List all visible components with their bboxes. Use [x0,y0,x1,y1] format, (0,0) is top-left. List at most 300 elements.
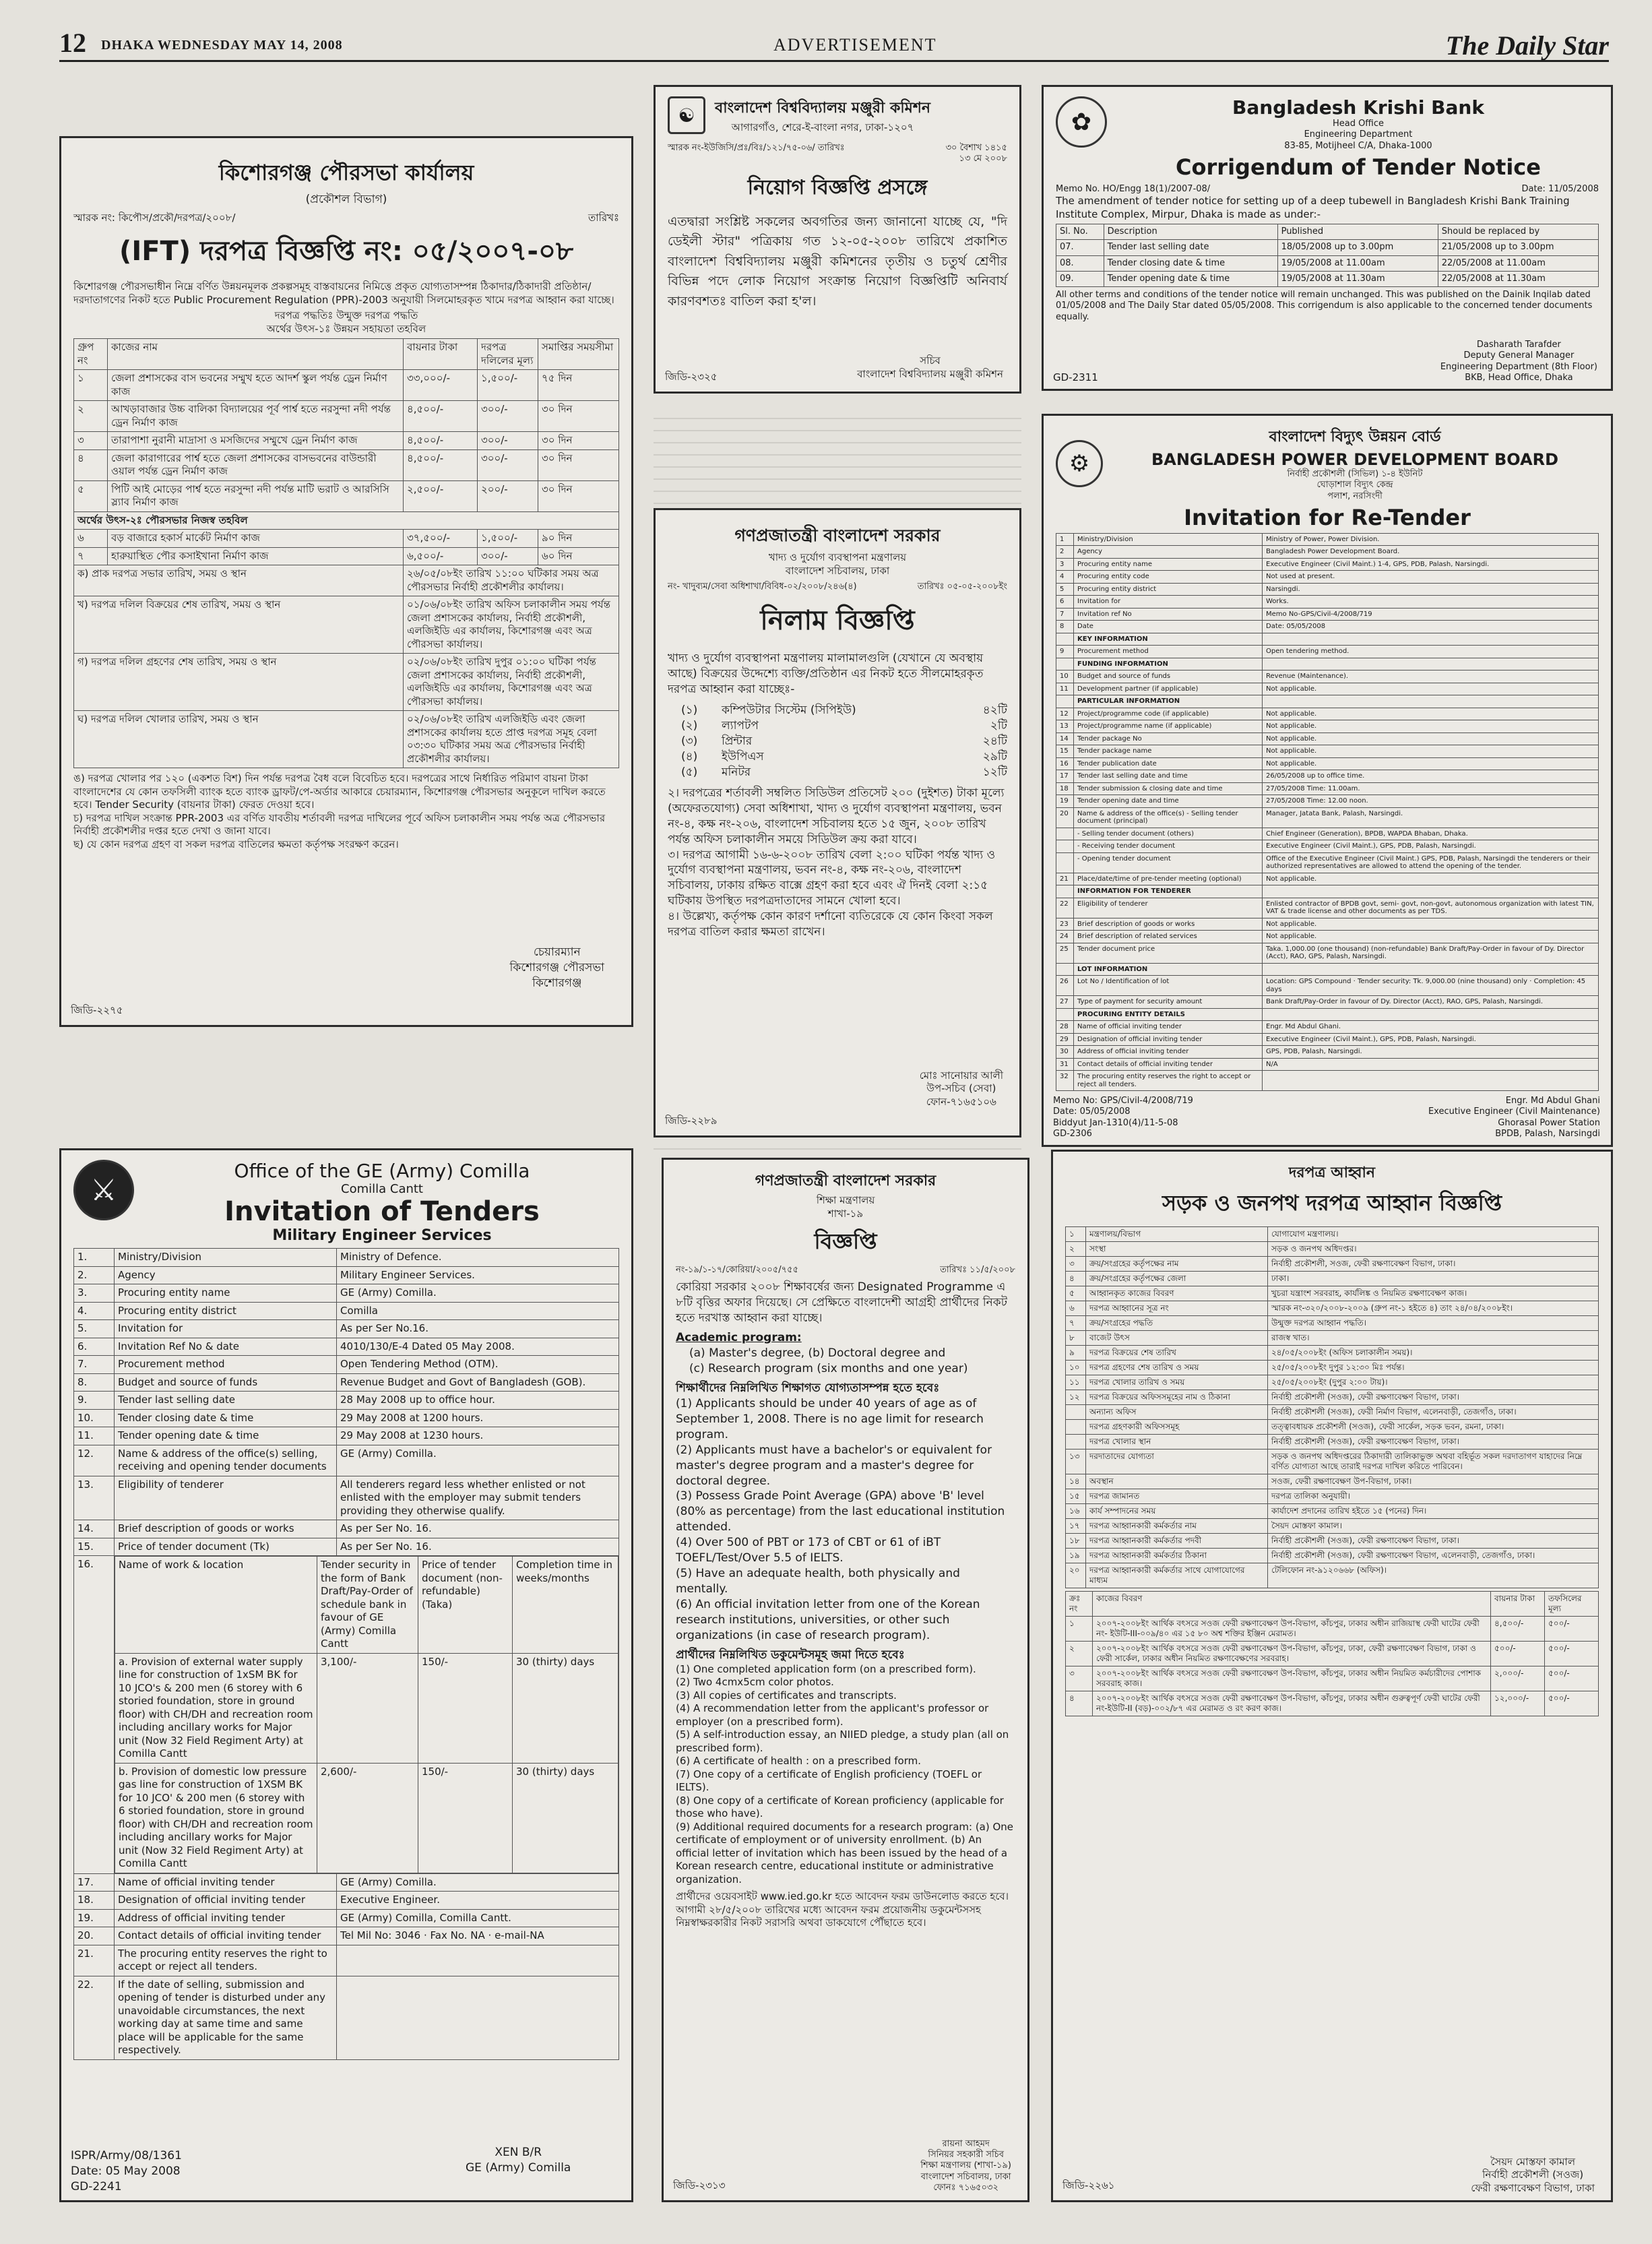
row-number: 2 [1056,546,1074,559]
column-header: Sl. No. [1056,224,1104,240]
table-cell: Address of official inviting tender [115,1909,337,1927]
row-value: Not used at present. [1263,571,1599,584]
list-item [681,718,1007,734]
schedule-label: ঘ) দরপত্র দলিল খোলার তারিখ, সময় ও স্থান [74,711,404,768]
row-value: GPS, PDB, Palash, Narsingdi. [1263,1046,1599,1059]
row-value: Date: 05/05/2008 [1263,621,1599,633]
table-cell: 9. [74,1392,115,1410]
ad-headline: সড়ক ও জনপথ দরপত্র আহ্বান বিজ্ঞপ্তি [1162,1190,1502,1216]
row-number: 9 [1056,646,1074,658]
ad-code: জিডি-২৩২৫ [665,371,718,383]
row-number: 6 [1056,596,1074,609]
ad-ministry: খাদ্য ও দুর্যোগ ব্যবস্থাপনা মন্ত্রণালয় [768,551,907,563]
row-value: Executive Engineer (Civil Maint.) 1-4, GPS, PDB, Palash, Narsingdi. [1263,558,1599,571]
row-value: Bangladesh Power Development Board. [1263,546,1599,559]
table-row [1056,533,1599,546]
section-row [1056,885,1599,898]
table-row [74,1302,619,1320]
note-item: ৩। দরপত্র আগামী ১৬-৬-২০০৮ তারিখ বেলা ২:০০ ঘটিকা পর্যন্ত খাদ্য ও দুর্যোগ ব্যবস্থাপনা মন্ত্রণালয়, ভবন নং-৪, কক্ষ নং-২০৬, বাংলাদেশ সচিবালয়, ঢাকায় রক্ষিত বাক্সে গ্রহণ করা হবে এবং ঐ দিনই বেলা ২:১৫ ঘটিকায় উপস্থিত দরপত্রদাতাদের সামনে খোলা হবে। [668,848,996,908]
column-header: Name of work & location [115,1557,317,1654]
memo-number: নং- খাদুব্যম/সেবা অধিশাখা/বিবিধ-০২/২০০৮/২৪৬(৪) [668,582,857,592]
table-cell: নির্বাহী প্রকৌশলী (সওজ), ফেরী রক্ষণাবেক্ষণ বিভাগ, এলেনবাড়ী, তেজগাঁও, ঢাকা। [1268,1549,1599,1563]
column-header: Should be replaced by [1438,224,1598,240]
signer-line: ফোনঃ ৭১৬৫০৩২ [933,2182,998,2193]
row-value: 27/05/2008 Time: 12.00 noon. [1263,795,1599,808]
row-number: 32 [1056,1071,1074,1091]
schedule-value: ০২/০৬/০৮ইং তারিখ এলজিইডি এবং জেলা প্রশাসকের কার্যালয় হতে প্রাপ্ত দরপত্র সমূহ বেলা ০৩:৩০ ঘটিকার সময় অত্র পৌরসভার নির্বাহী প্রকৌশলীর কার্যালয়। [404,711,619,768]
row-value: 27/05/2008 Time: 11.00am. [1263,782,1599,795]
table-cell [1066,1435,1086,1450]
memo-number: Memo No. HO/Engg 18(1)/2007-08/ [1056,183,1211,194]
ad-headline: Invitation for Re-Tender [1184,504,1471,530]
ad-top-title: দরপত্র আহ্বান [1288,1164,1376,1181]
row-number: 22 [1056,898,1074,918]
bank-logo-icon: ✿ [1056,96,1107,148]
table-cell: ৪ [74,449,108,480]
ad-subline-2: ঘোড়াশাল বিদ্যুৎ কেন্দ্র [1316,480,1393,491]
work-row [1066,1691,1599,1716]
table-cell: ১৪ [1066,1474,1086,1489]
table-cell: 30 (thirty) days [513,1653,618,1763]
row-label: Place/date/time of pre-tender meeting (optional) [1074,873,1263,885]
table-row [74,1976,619,2059]
table-cell: 11. [74,1427,115,1445]
table-cell: সৈয়দ মোস্তফা কামাল। [1268,1519,1599,1534]
table-cell: The procuring entity reserves the right to accept or reject all tenders. [115,1945,337,1976]
table-cell: Invitation for [115,1320,337,1338]
column-header: সমাপ্তির সময়সীমা [538,339,619,370]
table-cell: Revenue Budget and Govt of Bangladesh (GOB). [337,1373,619,1392]
table-cell: যোগাযোগ মন্ত্রণালয়। [1268,1227,1599,1242]
ad-title: Bangladesh Krishi Bank [1232,96,1484,119]
table-cell: নির্বাহী প্রকৌশলী (সওজ), ফেরী রক্ষণাবেক্ষণ বিভাগ, ঢাকা। [1268,1534,1599,1549]
row-value: Enlisted contractor of BPDB govt, semi- govt, non-govt, autonomous organization with latest TIN, VAT & trade license and other documents as per TDS. [1263,898,1599,918]
row-value [1263,1071,1599,1091]
column-header: ক্রঃ নং [1066,1592,1093,1617]
dateline: DHAKA WEDNESDAY MAY 14, 2008 [101,38,343,53]
table-row [1066,1474,1599,1489]
column-header: কাজের বিবরণ [1093,1592,1491,1617]
table-cell: Tender opening date & time [1104,271,1277,286]
table-row [1066,1549,1599,1563]
row-number [1056,658,1074,671]
table-cell: 20. [74,1927,115,1945]
table-row [74,1356,619,1374]
table-row [1066,1420,1599,1435]
table-cell: দরপত্র তালিকা অনুযায়ী। [1268,1489,1599,1504]
column-header: কাজের নাম [108,339,404,370]
tender-method: দরপত্র পদ্ধতিঃ উন্মুক্ত দরপত্র পদ্ধতি [274,309,418,322]
table-row [74,1538,619,1556]
row-value: Not applicable. [1263,683,1599,695]
ad-code: জিডি-২২৬১ [1062,2179,1115,2191]
row-value: Executive Engineer (Civil Maint.), GPS, PDB, Palash, Narsingdi. [1263,840,1599,853]
bpdb-logo-icon: ⚙ [1056,440,1103,487]
table-cell: দরপত্র বিক্রয়ের শেষ তারিখ [1086,1346,1268,1361]
row-label: Tender last selling date and time [1074,770,1263,783]
ad-subtitle: (প্রকৌশল বিভাগ) [305,193,387,206]
masthead: The Daily Star [1445,30,1609,61]
row-label: Project/programme code (if applicable) [1074,708,1263,720]
item-quantity: ২৪টি [982,734,1007,748]
row-value: Not applicable. [1263,757,1599,770]
table-cell: ৫০০/- [1491,1642,1545,1666]
ad-subtitle-2: Military Engineer Services [272,1227,492,1244]
table-row [74,1520,619,1538]
table-cell: ১,৫০০/- [478,370,538,401]
row-label: Name of official inviting tender [1074,1021,1263,1034]
row-value: Memo No-GPS/Civil-4/2008/719 [1263,608,1599,621]
table-row [74,449,619,480]
row-number: 13 [1056,720,1074,733]
row-number: 26 [1056,976,1074,996]
table-cell: জেলা প্রশাসকের বাস ভবনের সম্মুখ হতে আদর্শ স্কুল পর্যন্ত ড্রেন নির্মাণ কাজ [108,370,404,401]
row-number: 1 [1056,533,1074,546]
table-row [1056,1058,1599,1071]
row-value: Engr. Md Abdul Ghani. [1263,1021,1599,1034]
table-cell: ১০ [1066,1361,1086,1375]
table-cell: 7. [74,1356,115,1374]
table-cell: ক্রয়/সংগ্রহের পদ্ধতি [1086,1316,1268,1331]
row-number: 31 [1056,1058,1074,1071]
table-row [74,1427,619,1445]
row-label: Tender package name [1074,745,1263,758]
ad-headline: Invitation of Tenders [224,1196,540,1227]
row-value [1263,633,1599,646]
table-cell: 15. [74,1538,115,1556]
document-item: (9) Additional required documents for a research program: (a) One certificate of employment or of university enrollment. (b) An official letter of invitation which has been issued by the head of a Korean research centre, educational institute or administrative organization. [676,1820,1014,1885]
schedule-label: গ) দরপত্র দলিল গ্রহণের শেষ তারিখ, সময় ও স্থান [74,654,404,711]
row-number: 21 [1056,873,1074,885]
table-row [1066,1390,1599,1405]
table-cell: নির্বাহী প্রকৌশলী (সওজ), ফেরী নির্মাণ বিভাগ, এলেনবাড়ী, তেজগাঁও, ঢাকা। [1268,1405,1599,1420]
column-header: Completion time in weeks/months [513,1557,618,1654]
section-row [1056,658,1599,671]
table-cell: ৩০০/- [478,547,538,565]
column-header: বায়নার টাকা [404,339,478,370]
table-row [74,1392,619,1410]
signer-line: সিনিয়র সহকারী সচিব [928,2150,1004,2160]
row-number: 7 [1056,608,1074,621]
qualification-title: শিক্ষার্থীদের নিম্নলিখিত শিক্ষাগত যোগ্যতাসম্পন্ন হতে হবেঃ [676,1381,940,1395]
table-row [1056,782,1599,795]
work-row [1066,1642,1599,1666]
table-cell: ৭৫ দিন [538,370,619,401]
table-cell: 19/05/2008 at 11.00am [1277,255,1438,271]
ad-road [1051,1150,1613,2202]
table-cell: Tender closing date & time [1104,255,1277,271]
row-label: Brief description of related services [1074,931,1263,943]
row-value [1263,885,1599,898]
row-label: Budget and source of funds [1074,671,1263,683]
note-item: চ) দরপত্র দাখিল সংক্রান্ত PPR-2003 এর বর্ণিত যাবতীয় শর্তাবলী দরপত্র দাখিলের পূর্বে অফিস চলাকালীন সময় পর্যন্ত অত্র পৌরসভার নির্বাহী প্রকৌশলীর দপ্তর হতে দেখা ও জানা যাবে। [73,811,606,838]
document-item: (2) Two 4cmx5cm color photos. [676,1676,834,1689]
note-item: ২। দরপত্রের শর্তাবলী সম্বলিত সিডিউল প্রতিসেট ২০০ (দুইশত) টাকা মূল্যে (অফেরতযোগ্য) সেবা অধিশাখা, খাদ্য ও দুর্যোগ ব্যবস্থাপনা মন্ত্রণালয়, ভবন নং-৪, কক্ষ নং-২০৬, বাংলাদেশ সচিবালয় হতে ১৫ জুন, ২০০৮ তারিখ পর্যন্ত অফিস চলাকালীন সময়ে সিডিউল ক্রয় করা যাবে। [668,786,1005,846]
table-cell: নির্বাহী প্রকৌশলী (সওজ), ফেরী রক্ষণাবেক্ষণ বিভাগ, ঢাকা। [1268,1435,1599,1450]
row-value: Location: GPS Compound · Tender security: Tk. 9,000.00 (nine thousand) only · Completion: 45 days [1263,976,1599,996]
ad-headline: Corrigendum of Tender Notice [1176,154,1541,180]
row-label: PARTICULAR INFORMATION [1074,695,1263,708]
row-label: Project/programme name (if applicable) [1074,720,1263,733]
table-cell: 19. [74,1909,115,1927]
ad-title-bn: বাংলাদেশ বিদ্যুৎ উন্নয়ন বোর্ড [1269,429,1441,445]
table-cell: ৩০ দিন [538,449,619,480]
row-label: Lot No / Identification of lot [1074,976,1263,996]
table-row [1066,1257,1599,1272]
ad-note: All other terms and conditions of the tender notice will remain unchanged. This was published on the Dainik Inqilab dated 01/05/2008 and The Daily Star dated 05/05/2008. This corrigendum is also applicable to the concerned tender documents equally. [1056,290,1593,322]
work-row [1066,1666,1599,1691]
army-crest-icon: ⚔ [73,1160,134,1220]
table-row [1056,240,1599,255]
item-quantity: ১২টি [982,765,1007,779]
row-value: Open tendering method. [1263,646,1599,658]
table-cell: দরপত্র খোলার তারিখ ও সময় [1086,1375,1268,1390]
memo-line: GD-2306 [1053,1128,1092,1139]
ad-army [59,1148,633,2202]
table-cell: 22/05/2008 at 11.00am [1438,255,1598,271]
table-cell: ৪,৫০০/- [1491,1617,1545,1642]
table-cell: As per Ser No. 16. [337,1538,619,1556]
item-name: ইউপিএস [722,749,764,763]
signer-line: বাংলাদেশ সচিবালয়, ঢাকা [920,2171,1011,2182]
work-row [115,1763,618,1873]
table-cell: কার্যাদেশ প্রদানের তারিখ হইতে ১৫ (পনের) দিন। [1268,1504,1599,1519]
row-label: Procurement method [1074,646,1263,658]
table-row [1056,996,1599,1009]
column-filler [654,407,1021,508]
table-cell: দরপত্র খোলার স্থান [1086,1435,1268,1450]
row-label: LOT INFORMATION [1074,963,1263,976]
table-cell: ৫০০/- [1545,1666,1599,1691]
item-quantity: ৪২টি [982,704,1007,718]
corrigendum-table [1056,224,1599,287]
ad-code: জিডি-২৩১৩ [673,2179,726,2191]
footer-line: ISPR/Army/08/1361 [71,2149,182,2163]
table-cell: 14. [74,1520,115,1538]
note-item: ৪। উল্লেখ্য, কর্তৃপক্ষ কোন কারণ দর্শানো ব্যতিরেকে যে কোন কিংবা সকল দরপত্র বাতিল করার ক্ষমতা রাখেন। [668,910,993,939]
table-cell: GE (Army) Comilla. [337,1445,619,1476]
qualification-item: (6) An official invitation letter from one of the Korean research institutions, universities, or other such organizations (in case of research program). [676,1598,980,1642]
item-name: কম্পিউটার সিস্টেম (সিপিইউ) [722,704,856,718]
item-number: (১) [681,704,698,718]
row-number [1056,840,1074,853]
memo-date: তারিখঃ ০৫-০৫-২০০৮ইং [917,582,1007,592]
table-cell: 08. [1056,255,1104,271]
section-row [1056,695,1599,708]
ad-branch: শাখা-১৯ [827,1207,864,1220]
row-label: Address of official inviting tender [1074,1046,1263,1059]
table-cell: ২০০৭-২০০৮ইং আর্থিক বৎসরে সওজ ফেরী রক্ষণাবেক্ষণ উপ-বিভাগ, কাঁচপুর, ঢাকার অধীন গুরুত্বপূর্ণ ফেরী ঘাটের ফেরী নং-ইউটি-II (বড়)-০০২/৮৭ এর মেরামত ও রং করণ কাজ। [1093,1691,1491,1716]
item-name: ল্যাপটপ [722,719,759,733]
table-cell [337,1976,619,2059]
item-number: (৫) [681,765,698,779]
column-header: Description [1104,224,1277,240]
row-number: 12 [1056,708,1074,720]
table-row [1056,558,1599,571]
table-cell: Budget and source of funds [115,1373,337,1392]
section-row [1056,1008,1599,1021]
ad-subline-2: Engineering Department [1304,129,1413,140]
ad-title: কিশোরগঞ্জ পৌরসভা কার্যালয় [218,160,474,185]
table-cell: সড়ক ও জনপথ অধিদপ্তর। [1268,1242,1599,1257]
table-row [1056,898,1599,918]
table-cell: দরপত্র আহ্বানকারী কর্মকর্তার পদবী [1086,1534,1268,1549]
table-cell: 09. [1056,271,1104,286]
table-cell: Tender opening date & time [115,1427,337,1445]
qualification-item: (3) Possess Grade Point Average (GPA) above 'B' level (80% as percentage) from the last educational institution attended. [676,1489,1005,1534]
column-header: Published [1277,224,1438,240]
table-cell: ২,০০০/- [1491,1666,1545,1691]
qualification-item: (2) Applicants must have a bachelor's or equivalent for master's degree program and a master's degree for doctoral degree. [676,1443,992,1488]
table-cell: সড়ক ও জনপথ অধিদপ্তরের ঠিকাদারী তালিকাভুক্ত অথবা বহির্ভূত সকল দরদাতাগণ যাহাদের নিম্নে বর্ণিত যোগ্যতা আছে তারাই দরপত্র দাখিল করিতে পারিবেন। [1268,1450,1599,1474]
schedule-label: ক) প্রাক দরপত্র সভার তারিখ, সময় ও স্থান [74,565,404,596]
row-value: Taka. 1,000.00 (one thousand) (non-refundable) Bank Draft/Pay-Order in favour of Dy. Director (Acct), RAO, GPS, Palash, Narsingdi. [1263,943,1599,963]
table-cell: 18. [74,1892,115,1910]
table-row [1056,840,1599,853]
table-cell: ৫ [74,480,108,511]
table-cell: Ministry/Division [115,1249,337,1267]
row-value: Chief Engineer (Generation), BPDB, WAPDA Bhaban, Dhaka. [1263,828,1599,840]
memo-line: Memo No: GPS/Civil-4/2008/719 [1053,1096,1193,1106]
row-label: Name & address of the office(s) - Selling tender document (principal) [1074,807,1263,828]
qualification-item: (4) Over 500 of PBT or 173 of CBT or 61 of iBT TOEFL/Test/Over 5.5 of IELTS. [676,1536,941,1565]
row-label: Contact details of official inviting tender [1074,1058,1263,1071]
row-value: Executive Engineer (Civil Maint.), GPS, PDB, Palash, Narsingdi. [1263,1033,1599,1046]
row-number: 27 [1056,996,1074,1009]
signer-line: বাংলাদেশ বিশ্ববিদ্যালয় মঞ্জুরী কমিশন [857,367,1003,380]
table-row [1066,1242,1599,1257]
row-label: Tender publication date [1074,757,1263,770]
table-cell: ৪ [1066,1272,1086,1286]
list-item [681,703,1007,718]
table-row [1056,745,1599,758]
row-number: 24 [1056,931,1074,943]
table-cell: ২০০৭-২০০৮ইং আর্থিক বৎসরে সওজ ফেরী রক্ষণাবেক্ষণ উপ-বিভাগ, কাঁচপুর, ঢাকার অধীন নিয়মিত কর্মচারীদের পোশাক সরবরাহ কাজ। [1093,1666,1491,1691]
row-number [1056,885,1074,898]
ad-subtitle: Comilla Cantt [341,1182,423,1196]
table-row [1056,873,1599,885]
row-label: The procuring entity reserves the right to accept or reject all tenders. [1074,1071,1263,1091]
table-cell: ৭ [74,547,108,565]
row-label: Eligibility of tenderer [1074,898,1263,918]
ad-bpdb [1042,414,1613,1147]
row-number [1056,828,1074,840]
table-cell: ৫০০/- [1545,1642,1599,1666]
document-item: (3) All copies of certificates and transcripts. [676,1689,897,1702]
schedule-label: খ) দরপত্র দলিল বিক্রয়ের শেষ তারিখ, সময় ও স্থান [74,596,404,654]
table-cell: 28 May 2008 up to office hour. [337,1392,619,1410]
works-table [73,338,619,768]
signer-line: Ghorasal Power Station [1498,1117,1600,1128]
ad-krishi-bank [1042,85,1613,391]
table-cell: ক্রয়/সংগ্রহের কর্তৃপক্ষের নাম [1086,1257,1268,1272]
row-number [1056,1008,1074,1021]
table-cell: 18/05/2008 up to 3.00pm [1277,240,1438,255]
table-cell: Tel Mil No: 3046 · Fax No. NA · e-mail-NA [337,1927,619,1945]
fund-source-1: অর্থের উৎস-১ঃ উন্নয়ন সহায়তা তহবিল [266,322,426,335]
table-cell: ১৯ [1066,1549,1086,1563]
row-label: Type of payment for security amount [1074,996,1263,1009]
row-label: Tender package No [1074,733,1263,745]
table-cell: Price of tender document (Tk) [115,1538,337,1556]
table-cell: 17. [74,1873,115,1892]
table-cell [337,1945,619,1976]
table-cell: ২৫/০৫/২০০৮ইং (দুপুর ২:০০ টায়)। [1268,1375,1599,1390]
row-label: - Receiving tender document [1074,840,1263,853]
row-number [1056,852,1074,873]
works-subtable [115,1556,618,1873]
ad-auction [654,508,1021,1137]
ad-code: জিডি-২২৭৫ [71,1004,123,1016]
table-cell: 8. [74,1373,115,1392]
ad-headline: নিয়োগ বিজ্ঞপ্তি প্রসঙ্গে [747,176,928,199]
table-cell: Executive Engineer. [337,1892,619,1910]
table-row [74,1320,619,1338]
table-cell: আহ্বানকৃত কাজের বিবরণ [1086,1286,1268,1301]
table-cell: ৬,৫০০/- [404,547,478,565]
row-number: 30 [1056,1046,1074,1059]
table-cell: ১২,০০০/- [1491,1691,1545,1716]
table-row [74,1284,619,1303]
table-cell: ৩৭,৫০০/- [404,530,478,548]
row-number: 16. [74,1556,115,1874]
table-cell: 10. [74,1409,115,1427]
table-cell: ২ [1066,1642,1093,1666]
table-row [1056,918,1599,931]
row-label: KEY INFORMATION [1074,633,1263,646]
ad-subline-3: 83-85, Motijheel C/A, Dhaka-1000 [1284,140,1432,151]
column-header: Tender security in the form of Bank Draft/Pay-Order of schedule bank in favour of GE (Army) Comilla Cantt [317,1557,418,1654]
table-row [1056,255,1599,271]
row-number: 14 [1056,733,1074,745]
ad-ministry: শিক্ষা মন্ত্রণালয় [816,1194,875,1206]
table-cell: নির্বাহী প্রকৌশলী, সওজ, ফেরী রক্ষণাবেক্ষণ বিভাগ, ঢাকা। [1268,1257,1599,1272]
signer-line: GE (Army) Comilla [466,2161,571,2175]
table-cell: 2,600/- [317,1763,418,1873]
footer-line: GD-2241 [71,2180,122,2194]
table-cell: Agency [115,1266,337,1284]
table-row [1066,1316,1599,1331]
table-cell: উন্মুক্ত দরপত্র আহ্বান পদ্ধতি। [1268,1316,1599,1331]
ad-title: বাংলাদেশ বিশ্ববিদ্যালয় মঞ্জুরী কমিশন [715,100,931,117]
table-cell: Open Tendering Method (OTM). [337,1356,619,1374]
table-cell: ৩০০/- [478,432,538,450]
table-row [1056,1033,1599,1046]
table-cell: All tenderers regard less whether enlisted or not enlisted with the employer may submit tenders providing they otherwise qualify. [337,1476,619,1520]
table-cell: দরপত্র বিক্রয়ের অফিসসমূহের নাম ও ঠিকানা [1086,1390,1268,1405]
table-row [1056,271,1599,286]
ad-headline: (IFT) দরপত্র বিজ্ঞপ্তি নং: ০৫/২০০৭-০৮ [119,236,573,268]
table-cell: 19/05/2008 at 11.30am [1277,271,1438,286]
table-cell: ৫০০/- [1545,1691,1599,1716]
table-row [1066,1489,1599,1504]
table-cell: ১২ [1066,1390,1086,1405]
table-cell: দরপত্র গ্রহণের শেষ তারিখ ও সময় [1086,1361,1268,1375]
table-cell: ৪ [1066,1691,1093,1716]
table-row [1056,671,1599,683]
table-row [74,480,619,511]
table-cell: 13. [74,1476,115,1520]
table-cell: Name of official inviting tender [115,1873,337,1892]
signer-line: উপ-সচিব (সেবা) [926,1082,996,1094]
table-cell: ৮ [1066,1331,1086,1346]
page-header [59,27,1609,62]
row-value: Not applicable. [1263,745,1599,758]
table-cell: 22. [74,1976,115,2059]
table-row [74,1373,619,1392]
section-row [1056,633,1599,646]
row-value [1263,695,1599,708]
